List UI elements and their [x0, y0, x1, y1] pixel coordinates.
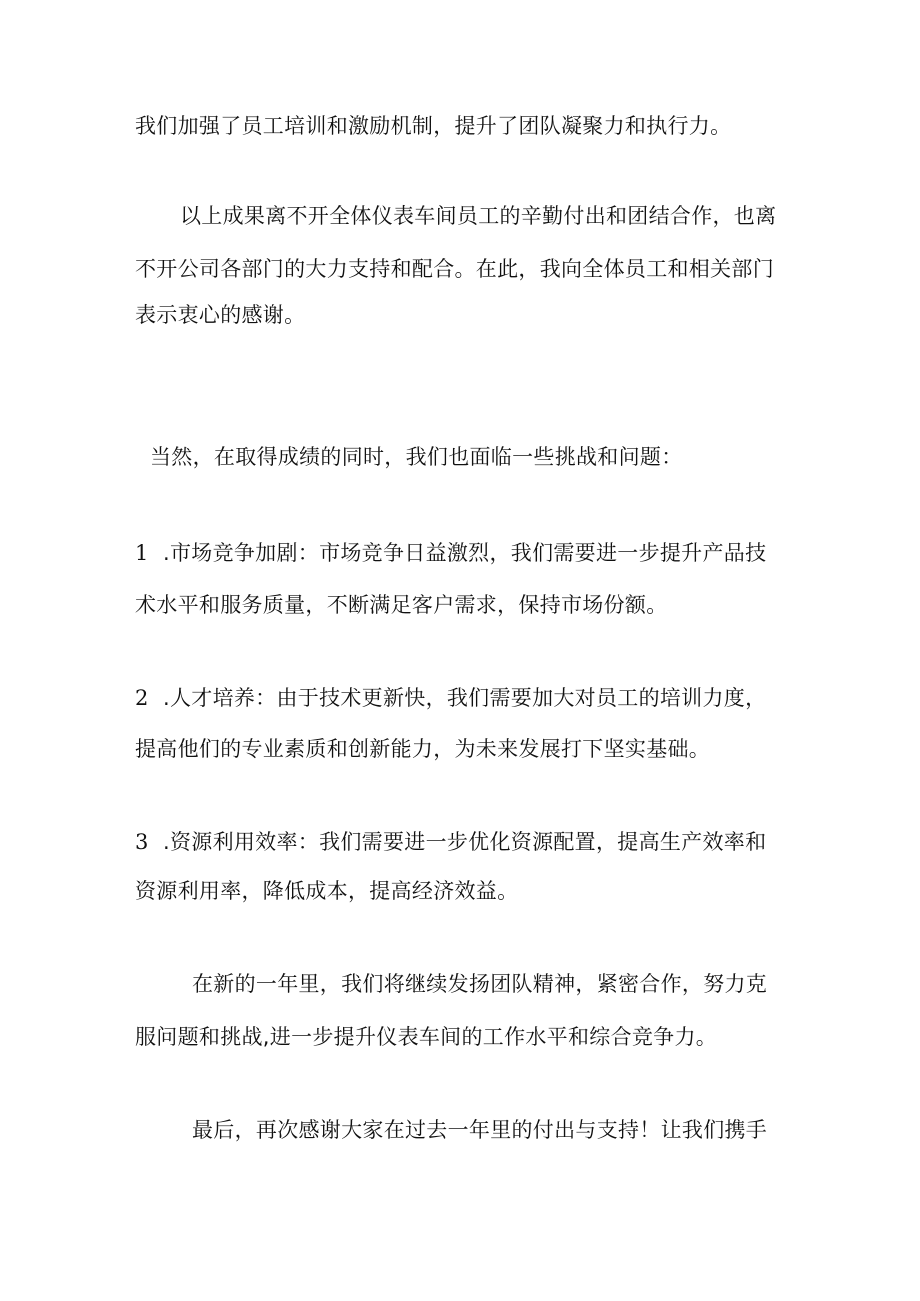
list-text: .市场竞争加剧：市场竞争日益激烈，我们需要进一步提升产品技: [163, 541, 767, 565]
challenge-item-3-line-1: [135, 827, 766, 857]
challenges-intro: 当然，在取得成绩的同时，我们也面临一些挑战和问题：: [150, 445, 683, 469]
list-number: 1: [135, 541, 149, 565]
list-number: 2: [135, 686, 149, 710]
challenge-item-3-line-2: 资源利用率，降低成本，提高经济效益。: [135, 879, 519, 903]
paragraph-closing-line-1: 最后，再次感谢大家在过去一年里的付出与支持！让我们携手: [192, 1118, 768, 1142]
paragraph-thanks-line-1: 以上成果离不开全体仪表车间员工的辛勤付出和团结合作，也离: [180, 204, 777, 228]
list-text: .资源利用效率：我们需要进一步优化资源配置，提高生产效率和: [163, 830, 767, 854]
paragraph-new-year-line-1: 在新的一年里，我们将继续发扬团队精神，紧密合作，努力克: [192, 972, 768, 996]
paragraph-new-year-line-2: 服问题和挑战,进一步提升仪表车间的工作水平和综合竞争力。: [135, 1025, 718, 1049]
challenge-item-1-line-2: 术水平和服务质量，不断满足客户需求，保持市场份额。: [135, 593, 668, 617]
challenge-item-1-line-1: [135, 538, 766, 568]
paragraph-thanks-line-3: 表示衷心的感谢。: [135, 303, 306, 327]
list-text: .人才培养：由于技术更新快，我们需要加大对员工的培训力度，: [163, 686, 767, 710]
list-number: 3: [135, 830, 149, 854]
challenge-item-2-line-2: 提高他们的专业素质和创新能力，为未来发展打下坚实基础。: [135, 737, 711, 761]
paragraph-intro-tail: 我们加强了员工培训和激励机制，提升了团队凝聚力和执行力。: [135, 114, 732, 138]
challenge-item-2-line-1: [135, 683, 766, 713]
paragraph-thanks-line-2: 不开公司各部门的大力支持和配合。在此，我向全体员工和相关部门: [135, 257, 774, 281]
